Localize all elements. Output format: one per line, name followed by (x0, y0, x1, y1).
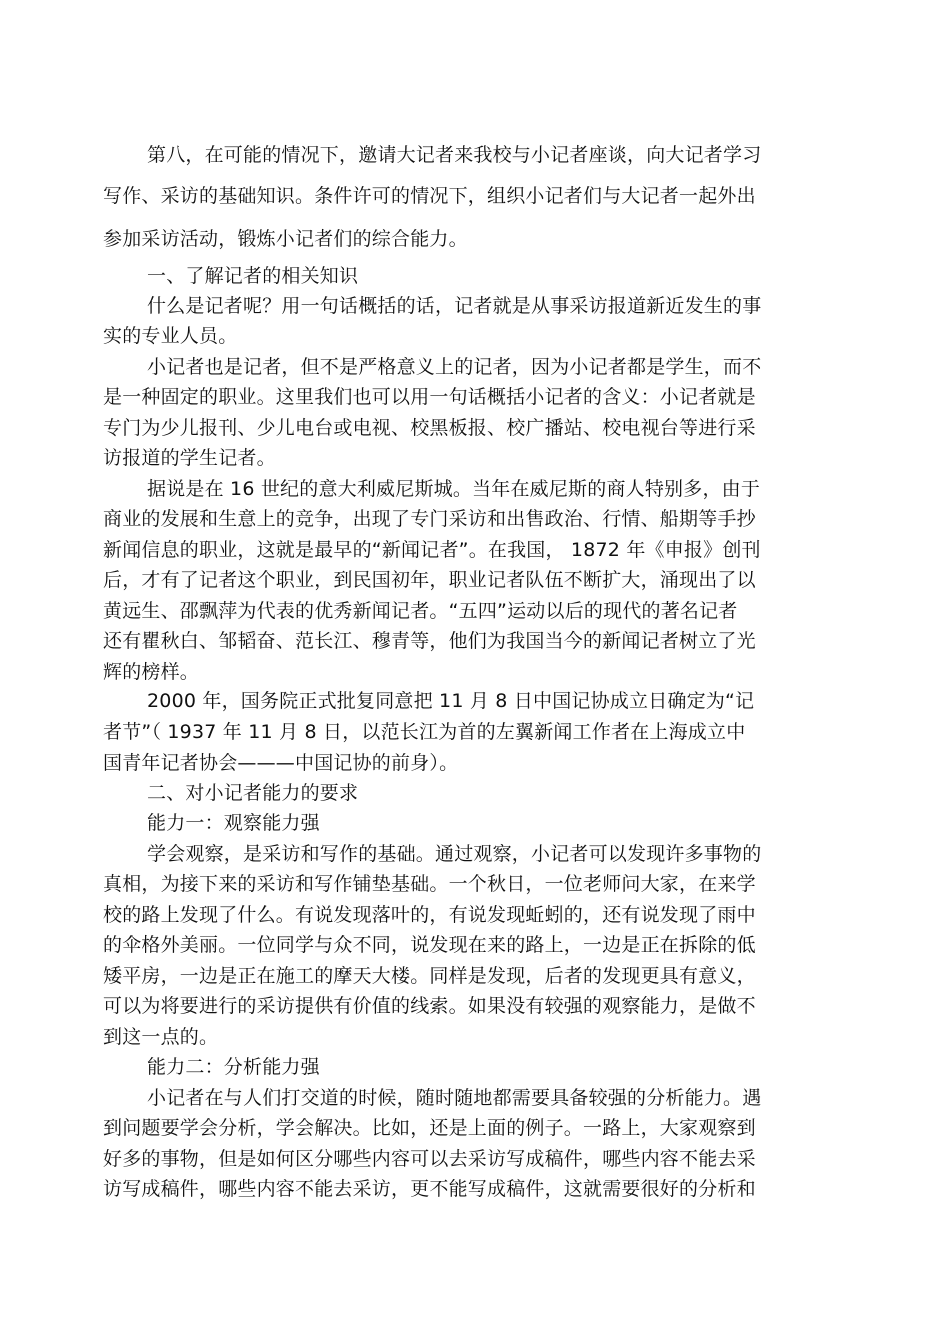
text-line: 者节”（ 1937 年 11 月 8 日，以范长江为首的左翼新闻工作者在上海成立中 (103, 721, 746, 743)
text-line: 真相，为接下来的采访和写作铺垫基础。一个秋日，一位老师问大家，在来学 (103, 873, 756, 895)
text-line: 可以为将要进行的采访提供有价值的线索。如果没有较强的观察能力，是做不 (103, 995, 756, 1017)
section-heading: 一、了解记者的相关知识 (147, 265, 359, 287)
subsection-heading: 能力二：分析能力强 (147, 1056, 320, 1078)
text-line: 访报道的学生记者。 (103, 447, 276, 469)
text-line: 实的专业人员。 (103, 325, 238, 347)
text-line: 访写成稿件，哪些内容不能去采访，更不能写成稿件，这就需要很好的分析和 (103, 1178, 756, 1200)
text-line: 什么是记者呢？用一句话概括的话，记者就是从事采访报道新近发生的事 (147, 295, 762, 317)
text-line: 还有瞿秋白、邹韬奋、范长江、穆青等，他们为我国当今的新闻记者树立了光 (103, 630, 756, 652)
text-line: 国青年记者协会———中国记协的前身）。 (103, 752, 459, 774)
text-line: 小记者也是记者，但不是严格意义上的记者，因为小记者都是学生，而不 (147, 356, 762, 378)
subsection-heading: 能力一：观察能力强 (147, 812, 320, 834)
text-line: 新闻信息的职业，这就是最早的“新闻记者”。在我国， 1872 年《申报》创刊 (103, 539, 761, 561)
text-line: 的伞格外美丽。一位同学与众不同，说发现在来的路上，一边是正在拆除的低 (103, 934, 756, 956)
text-line: 到问题要学会分析，学会解决。比如，还是上面的例子。一路上，大家观察到 (103, 1117, 756, 1139)
text-line: 黄远生、邵飘萍为代表的优秀新闻记者。“五四”运动以后的现代的著名记者 (103, 600, 738, 622)
text-line: 参加采访活动，锻炼小记者们的综合能力。 (103, 228, 468, 250)
text-line: 写作、采访的基础知识。条件许可的情况下，组织小记者们与大记者一起外出 (103, 185, 756, 207)
text-line: 专门为少儿报刊、少儿电台或电视、校黑板报、校广播站、校电视台等进行采 (103, 417, 756, 439)
text-line: 好多的事物，但是如何区分哪些内容可以去采访写成稿件，哪些内容不能去采 (103, 1148, 756, 1170)
text-line: 辉的榜样。 (103, 661, 200, 683)
text-line: 后，才有了记者这个职业，到民国初年，职业记者队伍不断扩大，涌现出了以 (103, 569, 756, 591)
text-line: 2000 年，国务院正式批复同意把 11 月 8 日中国记协成立日确定为“记 (147, 690, 755, 712)
text-line: 第八，在可能的情况下，邀请大记者来我校与小记者座谈，向大记者学习 (147, 144, 762, 166)
text-line: 小记者在与人们打交道的时候，随时随地都需要具备较强的分析能力。遇 (147, 1087, 762, 1109)
section-heading: 二、对小记者能力的要求 (147, 782, 359, 804)
text-line: 矮平房，一边是正在施工的摩天大楼。同样是发现，后者的发现更具有意义， (103, 965, 756, 987)
text-line: 学会观察，是采访和写作的基础。通过观察，小记者可以发现许多事物的 (147, 843, 762, 865)
text-line: 到这一点的。 (103, 1026, 219, 1048)
text-line: 据说是在 16 世纪的意大利威尼斯城。当年在威尼斯的商人特别多，由于 (147, 478, 761, 500)
text-line: 是一种固定的职业。这里我们也可以用一句话概括小记者的含义：小记者就是 (103, 386, 756, 408)
text-line: 商业的发展和生意上的竞争，出现了专门采访和出售政治、行情、船期等手抄 (103, 508, 756, 530)
text-line: 校的路上发现了什么。有说发现落叶的，有说发现蚯蚓的，还有说发现了雨中 (103, 904, 756, 926)
